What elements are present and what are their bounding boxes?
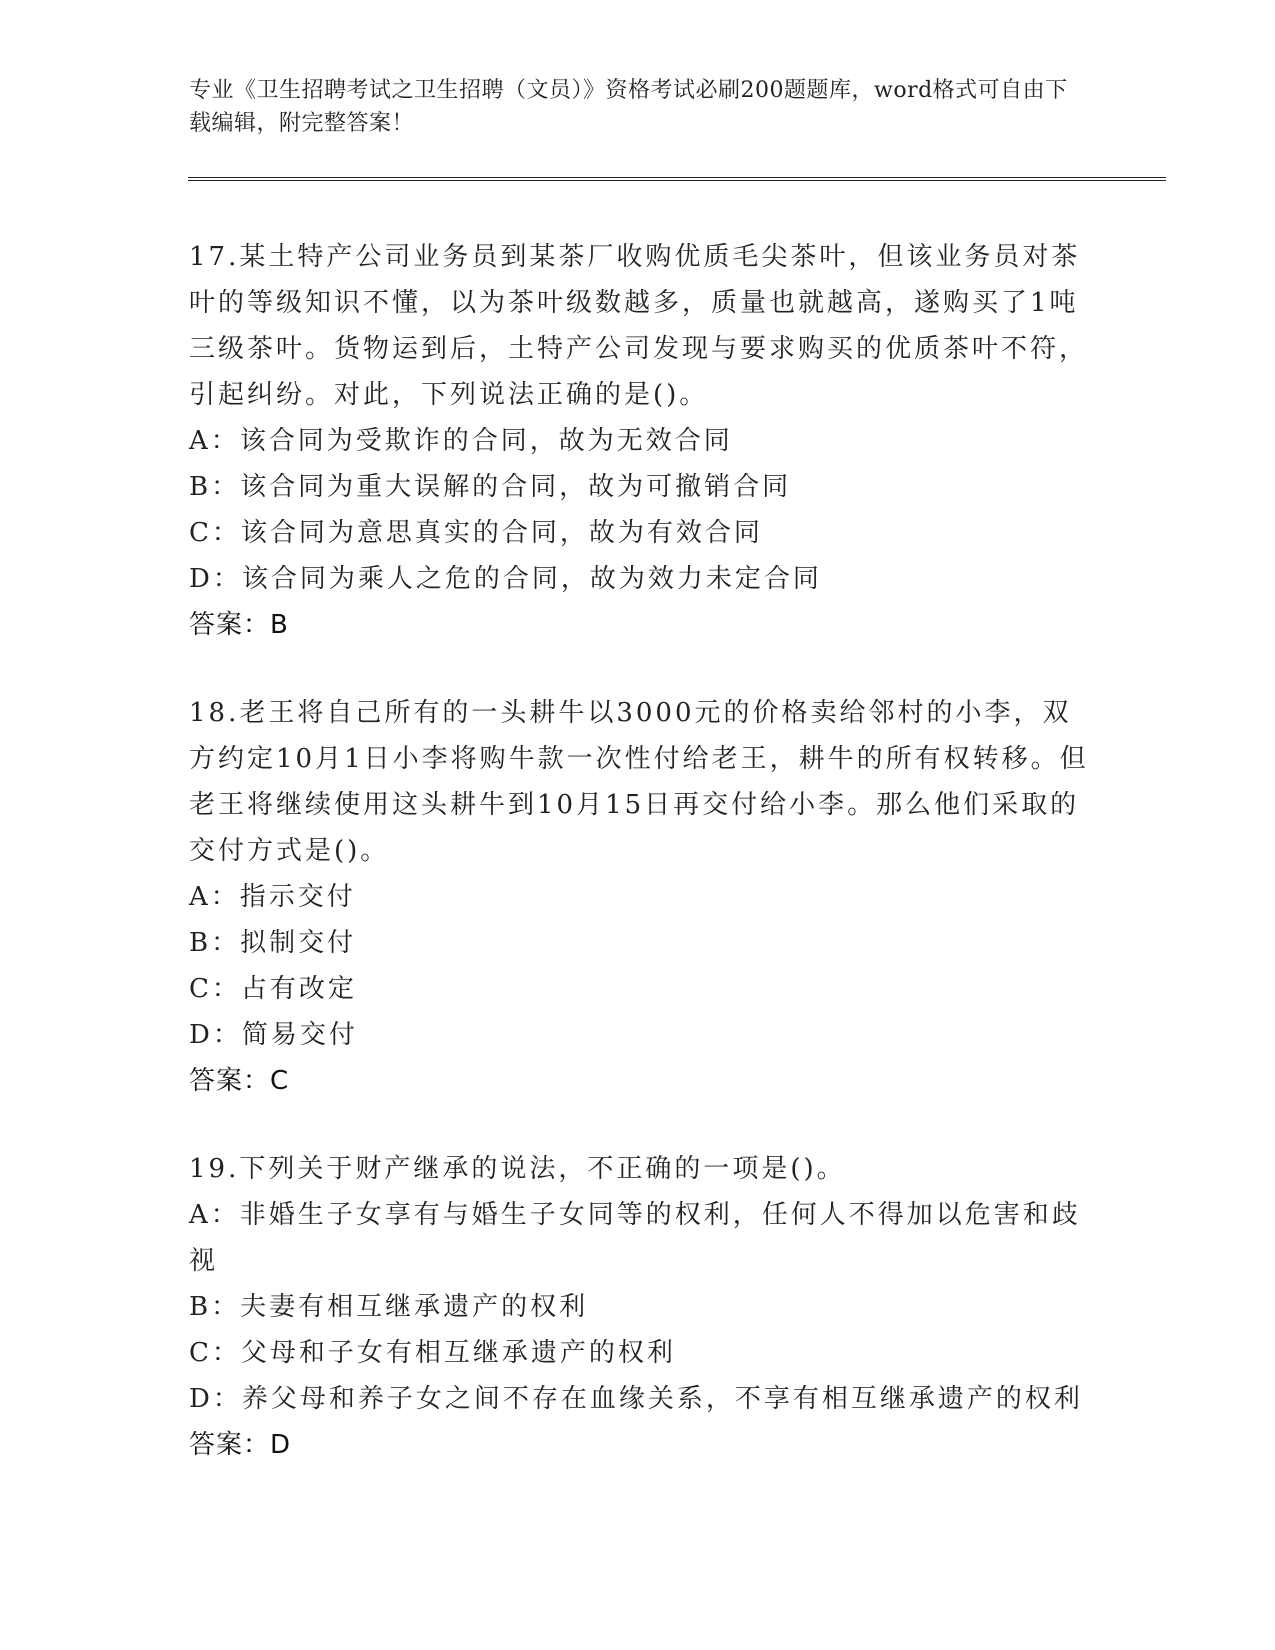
question-19 [189,1146,1089,1468]
answer-label: 答案：D [189,1430,292,1460]
document-header: 专业《卫生招聘考试之卫生招聘（文员）》资格考试必刷200题题库，word格式可自由下载编辑，附完整答案！ [189,78,1068,136]
question-stem: 18.老王将自己所有的一头耕牛以3000元的价格卖给邻村的小李，双方约定10月1日小李将购牛款一次性付给老王，耕牛的所有权转移。但老王将继续使用这头耕牛到10月15日再交付给小李。那么他们采取的交付方式是()。 [189,698,1089,866]
option-b: B：拟制交付 [189,928,357,958]
question-list [189,234,1089,1510]
option-d: D：该合同为乘人之危的合同，故为效力未定合同 [189,564,822,594]
header-double-rule [188,177,1166,181]
question-stem: 19.下列关于财产继承的说法，不正确的一项是()。 [189,1154,846,1184]
option-b: B：夫妻有相互继承遗产的权利 [189,1292,589,1322]
question-17 [189,234,1089,648]
option-d: D：养父母和养子女之间不存在血缘关系，不享有相互继承遗产的权利 [189,1384,1083,1414]
option-a: A：指示交付 [189,882,356,912]
option-d: D：简易交付 [189,1020,358,1050]
question-18 [189,690,1089,1104]
option-c: C：父母和子女有相互继承遗产的权利 [189,1338,676,1368]
option-b: B：该合同为重大误解的合同，故为可撤销合同 [189,472,792,502]
option-c: C：该合同为意思真实的合同，故为有效合同 [189,518,763,548]
answer-label: 答案：B [189,610,289,640]
option-a: A：非婚生子女享有与婚生子女同等的权利，任何人不得加以危害和歧视 [189,1200,1081,1276]
option-c: C：占有改定 [189,974,357,1004]
option-a: A：该合同为受欺诈的合同，故为无效合同 [189,426,733,456]
question-stem: 17.某土特产公司业务员到某茶厂收购优质毛尖茶叶，但该业务员对茶叶的等级知识不懂，以为茶叶级数越多，质量也就越高，遂购买了1吨三级茶叶。货物运到后，土特产公司发现与要求购买的优质茶叶不符，引起纠纷。对此，下列说法正确的是()。 [189,242,1089,410]
answer-label: 答案：C [189,1066,290,1096]
